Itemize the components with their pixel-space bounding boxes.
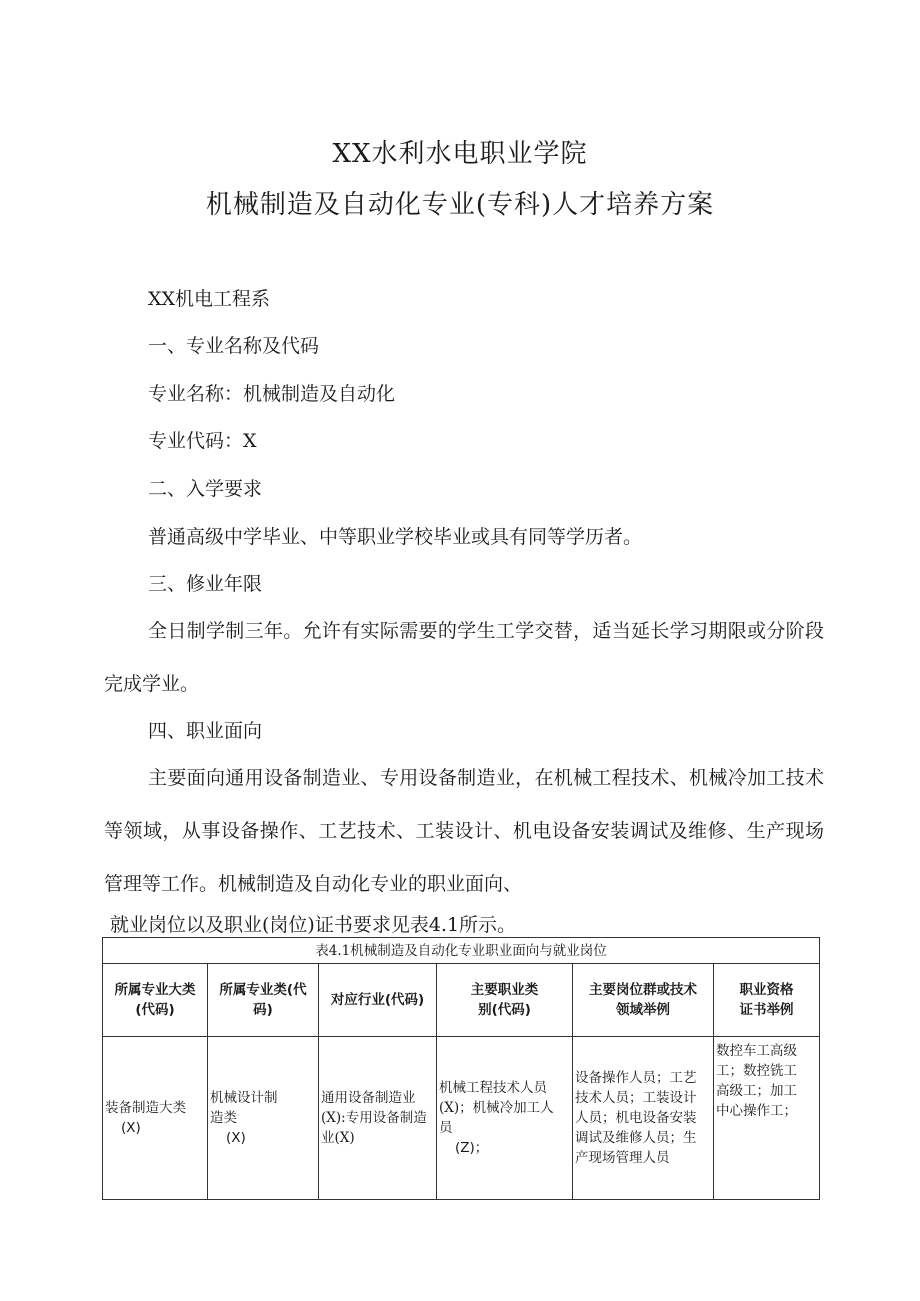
major-name: 专业名称：机械制造及自动化 [148, 383, 396, 405]
title-line-1: XX水利水电职业学院 [332, 139, 588, 169]
header-cell: 对应行业(代码) [319, 964, 437, 1037]
header-cell: 职业资格 证书举例 [714, 964, 820, 1037]
table-caption-row [103, 938, 820, 964]
cell-major-class: 机械设计制 造类 (X) [208, 1037, 319, 1200]
section-1-heading: 一、专业名称及代码 [148, 335, 320, 357]
section-3-text: 全日制学制三年。允许有实际需要的学生工学交替，适当延长学习期限或分阶段完成学业。 [104, 620, 824, 695]
major-code: 专业代码：X [148, 430, 257, 452]
career-table [102, 937, 820, 1200]
section-4-text: 主要面向通用设备制造业、专用设备制造业，在机械工程技术、机械冷加工技术等领域，从事设备操作、工艺技术、工装设计、机电设备安装调试及维修、生产现场管理等工作。机械制造及自动化专业的职业面向、 [104, 767, 824, 895]
table-caption: 表4.1机械制造及自动化专业职业面向与就业岗位 [103, 938, 820, 964]
header-cell: 所属专业大类 (代码) [103, 964, 208, 1037]
section-4-continue: 就业岗位以及职业(岗位)证书要求见表4.1所示。 [110, 914, 517, 936]
cell-major-category: 装备制造大类 (X) [103, 1037, 208, 1200]
cell-occupation: 机械工程技术人员 (X)；机械冷加工人 员 (Z)； [437, 1037, 573, 1200]
title-line-2: 机械制造及自动化专业(专科)人才培养方案 [205, 190, 715, 220]
cell-positions: 设备操作人员；工艺 技术人员；工装设计 人员；机电设备安装 调试及维修人员；生 产现场管理人员 [573, 1037, 714, 1200]
department: XX机电工程系 [148, 288, 271, 310]
cell-certificates: 数控车工高级 工；数控铣工 高级工；加工 中心操作工； [714, 1037, 820, 1200]
header-cell: 所属专业类(代 码) [208, 964, 319, 1037]
cell-industry: 通用设备制造业 (X):专用设备制造 业(X) [319, 1037, 437, 1200]
table-header-row [103, 964, 820, 1037]
section-2-text: 普通高级中学毕业、中等职业学校毕业或具有同等学历者。 [148, 526, 643, 548]
header-cell: 主要岗位群或技术 领域举例 [573, 964, 714, 1037]
table-row [103, 1037, 820, 1200]
section-3-heading: 三、修业年限 [148, 573, 263, 595]
section-4-heading: 四、职业面向 [148, 720, 263, 742]
section-2-heading: 二、入学要求 [148, 478, 263, 500]
header-cell: 主要职业类 别(代码) [437, 964, 573, 1037]
